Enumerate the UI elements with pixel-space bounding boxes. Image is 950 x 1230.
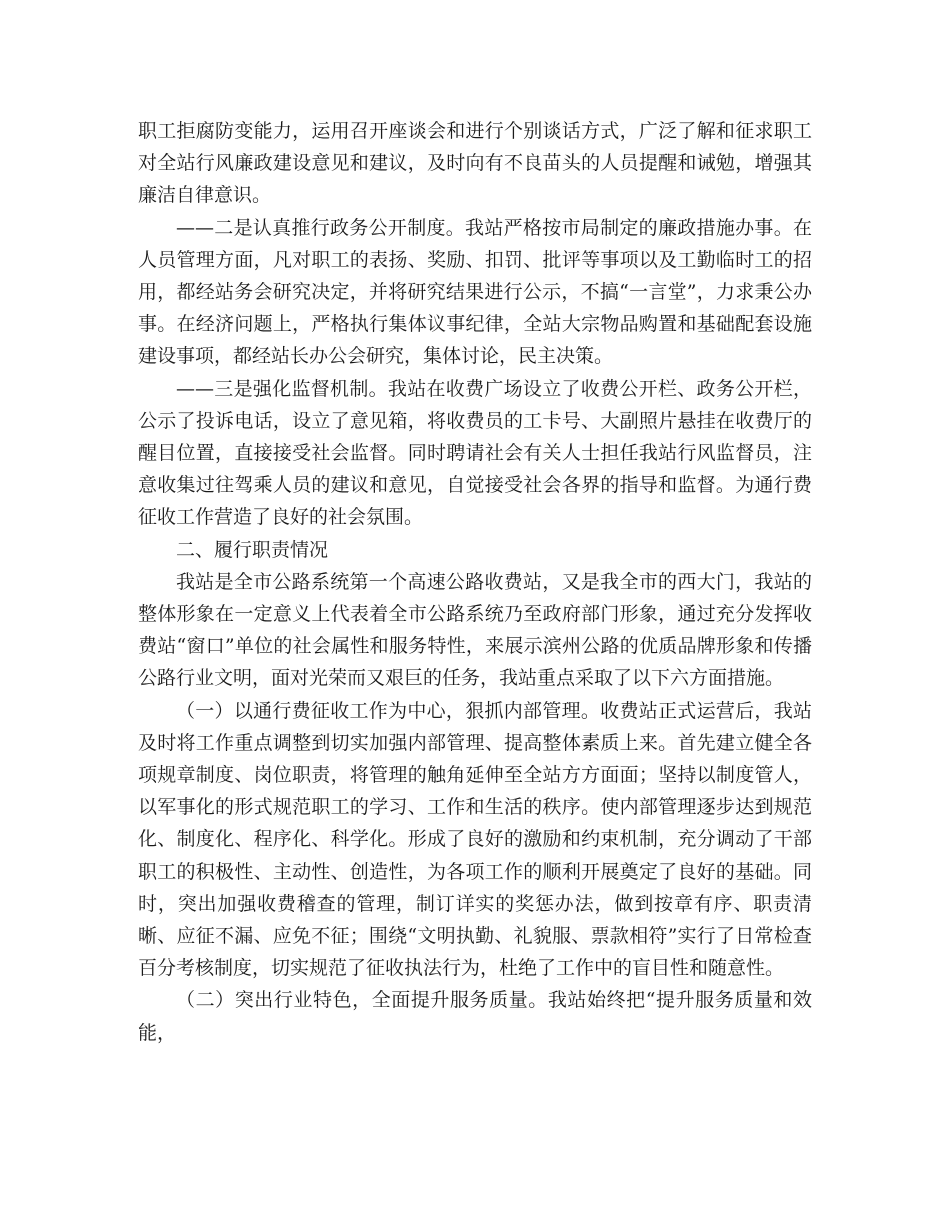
section-heading: 二、履行职责情况 [176,538,329,561]
document-page [138,115,812,1049]
paragraph-2: ——二是认真推行政务公开制度。我站严格按市局制定的廉政措施办事。在人员管理方面，凡对职工的表扬、奖励、扣罚、批评等事项以及工勤临时工的招用，都经站务会研究决定，并将研究结果进行公示，不搞“一言堂”，力求秉公办事。在经济问题上，严格执行集体议事纪律，全站大宗物品购置和基础配套设施建设事项，都经站长办公会研究，集体讨论，民主决策。 [138,216,812,368]
paragraph-5: （一）以通行费征收工作为中心，狠抓内部管理。收费站正式运营后，我站及时将工作重点调整到切实加强内部管理、提高整体素质上来。首先建立健全各项规章制度、岗位职责，将管理的触角延伸至全站方方面面；坚持以制度管人，以军事化的形式规范职工的学习、工作和生活的秩序。使内部管理逐步达到规范化、制度化、程序化、科学化。形成了良好的激励和约束机制，充分调动了干部职工的积极性、主动性、创造性，为各项工作的顺利开展奠定了良好的基础。同时，突出加强收费稽查的管理，制订详实的奖惩办法，做到按章有序、职责清晰、应征不漏、应免不征；围绕“文明执勤、礼貌服、票款相符”实行了日常检查百分考核制度，切实规范了征收执法行为，杜绝了工作中的盲目性和随意性。 [138,699,812,980]
paragraph-4: 我站是全市公路系统第一个高速公路收费站，又是我全市的西大门，我站的整体形象在一定意义上代表着全市公路系统乃至政府部门形象，通过充分发挥收费站“窗口”单位的社会属性和服务特性，来展示滨州公路的优质品牌形象和传播公路行业文明，面对光荣而又艰巨的任务，我站重点采取了以下六方面措施。 [138,570,812,690]
paragraph-1: 职工拒腐防变能力，运用召开座谈会和进行个别谈话方式，广泛了解和征求职工对全站行风廉政建设意见和建议，及时向有不良苗头的人员提醒和诫勉，增强其廉洁自律意识。 [138,120,812,207]
paragraph-3: ——三是强化监督机制。我站在收费广场设立了收费公开栏、政务公开栏，公示了投诉电话，设立了意见箱，将收费员的工卡号、大副照片悬挂在收费厅的醒目位置，直接接受社会监督。同时聘请社会有关人士担任我站行风监督员，注意收集过往驾乘人员的建议和意见，自觉接受社会各界的指导和监督。为通行费征收工作营造了良好的社会氛围。 [138,377,812,529]
paragraph-6: （二）突出行业特色，全面提升服务质量。我站始终把“提升服务质量和效能， [138,989,812,1044]
